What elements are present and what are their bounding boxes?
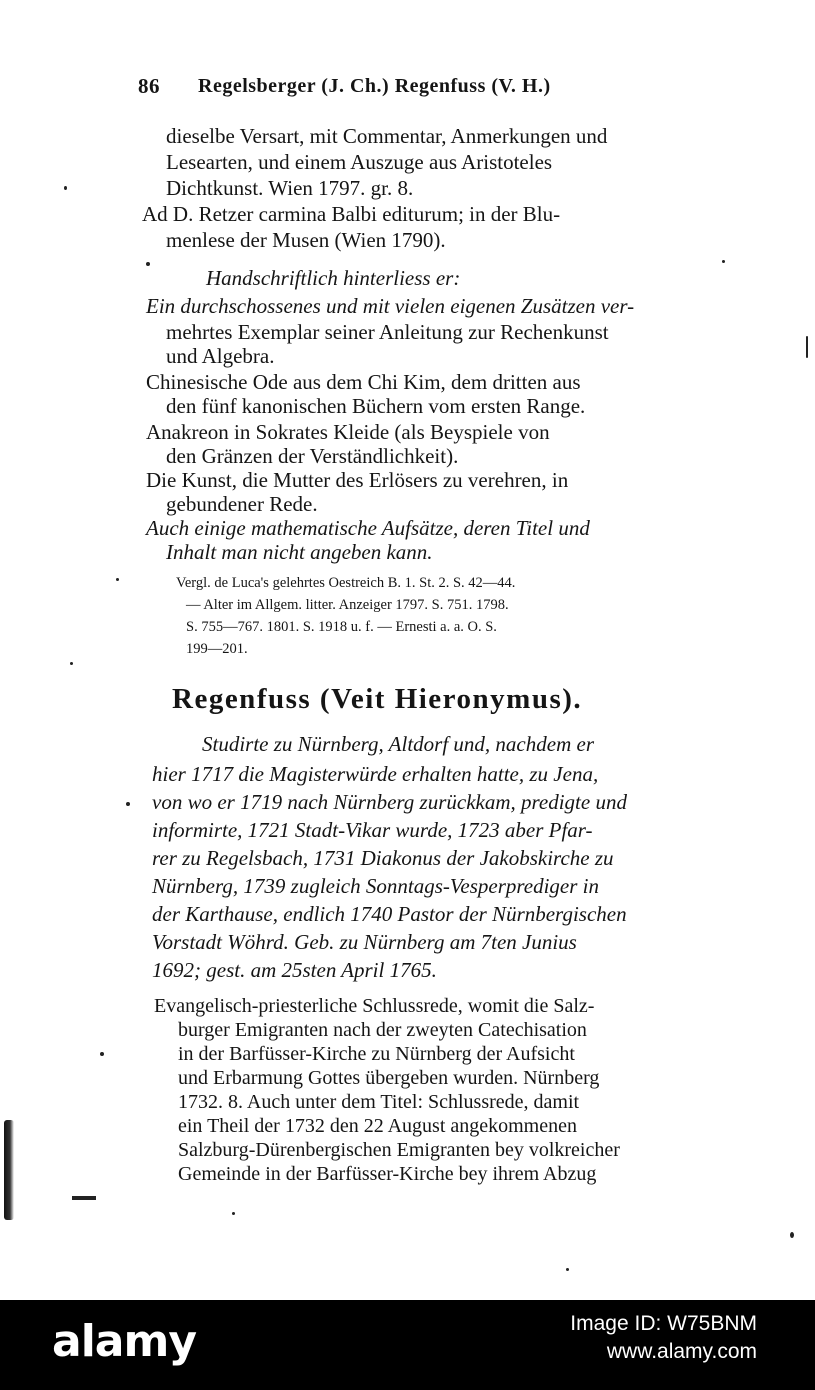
manuscript-line-9: gebundener Rede. <box>166 492 318 516</box>
bio-line-7: der Karthause, endlich 1740 Pastor der Nürnbergischen <box>152 902 627 926</box>
manuscript-line-2: mehrtes Exemplar seiner Anleitung zur Rechenkunst <box>166 320 609 344</box>
bio-line-6: Nürnberg, 1739 zugleich Sonntags-Vesperprediger in <box>152 874 599 898</box>
scan-mark <box>72 1196 96 1200</box>
manuscript-line-4: Chinesische Ode aus dem Chi Kim, dem dritten aus <box>146 370 581 394</box>
reference-line-1: Vergl. de Luca's gelehrtes Oestreich B. 1. St. 2. S. 42—44. <box>176 575 516 591</box>
work-line-6: ein Theil der 1732 den 22 August angekommenen <box>178 1115 577 1137</box>
binding-shadow <box>4 1120 14 1220</box>
entry1-line-5: menlese der Musen (Wien 1790). <box>166 228 446 252</box>
entry1-line-4: Ad D. Retzer carmina Balbi editurum; in der Blu- <box>142 202 561 226</box>
manuscript-line-7: den Gränzen der Verständlichkeit). <box>166 444 459 468</box>
manuscript-line-3: und Algebra. <box>166 344 275 368</box>
scan-speck <box>146 262 150 266</box>
work-line-3: in der Barfüsser-Kirche zu Nürnberg der Aufsicht <box>178 1043 575 1065</box>
work-line-8: Gemeinde in der Barfüsser-Kirche bey ihrem Abzug <box>178 1163 597 1185</box>
scan-speck <box>566 1268 569 1271</box>
manuscript-line-5: den fünf kanonischen Büchern vom ersten Range. <box>166 394 586 418</box>
scan-speck <box>70 662 73 665</box>
watermark-footer <box>0 1300 815 1390</box>
scan-speck <box>64 186 67 190</box>
alamy-logo: alamy <box>52 1316 196 1367</box>
bio-line-4: informirte, 1721 Stadt-Vikar wurde, 1723 aber Pfar- <box>152 818 593 842</box>
page-number: 86 <box>138 74 160 98</box>
bio-line-3: von wo er 1719 nach Nürnberg zurückkam, predigte und <box>152 790 627 814</box>
work-line-7: Salzburg-Dürenbergischen Emigranten bey volkreicher <box>178 1139 620 1161</box>
manuscript-line-1: Ein durchschossenes und mit vielen eigenen Zusätzen ver- <box>146 294 635 318</box>
entry1-line-2: Lesearten, und einem Auszuge aus Aristoteles <box>166 150 553 174</box>
manuscript-line-11: Inhalt man nicht angeben kann. <box>166 540 433 564</box>
manuscripts-heading: Handschriftlich hinterliess er: <box>206 266 461 290</box>
bio-line-8: Vorstadt Wöhrd. Geb. zu Nürnberg am 7ten Junius <box>152 930 577 954</box>
entry1-line-3: Dichtkunst. Wien 1797. gr. 8. <box>166 176 414 200</box>
entry1-line-1: dieselbe Versart, mit Commentar, Anmerkungen und <box>166 124 608 148</box>
manuscript-line-6: Anakreon in Sokrates Kleide (als Beyspiele von <box>146 420 550 444</box>
bio-line-9: 1692; gest. am 25sten April 1765. <box>152 958 437 982</box>
scan-speck <box>100 1052 104 1056</box>
image-id-label: Image ID: W75BNM <box>570 1312 757 1335</box>
manuscript-line-10: Auch einige mathematische Aufsätze, deren Titel und <box>146 516 590 540</box>
entry2-heading: Regenfuss (Veit Hieronymus). <box>172 683 583 715</box>
bio-line-5: rer zu Regelsbach, 1731 Diakonus der Jakobskirche zu <box>152 846 614 870</box>
reference-line-4: 199—201. <box>186 641 248 657</box>
site-url: www.alamy.com <box>606 1340 757 1363</box>
reference-line-2: — Alter im Allgem. litter. Anzeiger 1797. S. 751. 1798. <box>186 597 509 613</box>
bio-line-1: Studirte zu Nürnberg, Altdorf und, nachdem er <box>202 732 594 756</box>
manuscript-line-8: Die Kunst, die Mutter des Erlösers zu verehren, in <box>146 468 569 492</box>
scan-speck <box>126 802 130 806</box>
bio-line-2: hier 1717 die Magisterwürde erhalten hatte, zu Jena, <box>152 762 599 786</box>
scan-speck <box>232 1212 235 1215</box>
reference-line-3: S. 755—767. 1801. S. 1918 u. f. — Ernesti a. a. O. S. <box>186 619 497 635</box>
work-line-5: 1732. 8. Auch unter dem Titel: Schlussrede, damit <box>178 1091 580 1113</box>
work-line-4: und Erbarmung Gottes übergeben wurden. Nürnberg <box>178 1067 600 1089</box>
scan-speck <box>806 336 808 358</box>
scan-speck <box>722 260 725 263</box>
work-line-1: Evangelisch-priesterliche Schlussrede, womit die Salz- <box>154 995 595 1017</box>
scan-speck <box>116 578 119 581</box>
work-line-2: burger Emigranten nach der zweyten Catechisation <box>178 1019 587 1041</box>
running-head: Regelsberger (J. Ch.) Regenfuss (V. H.) <box>198 75 551 97</box>
scan-speck <box>790 1232 794 1238</box>
